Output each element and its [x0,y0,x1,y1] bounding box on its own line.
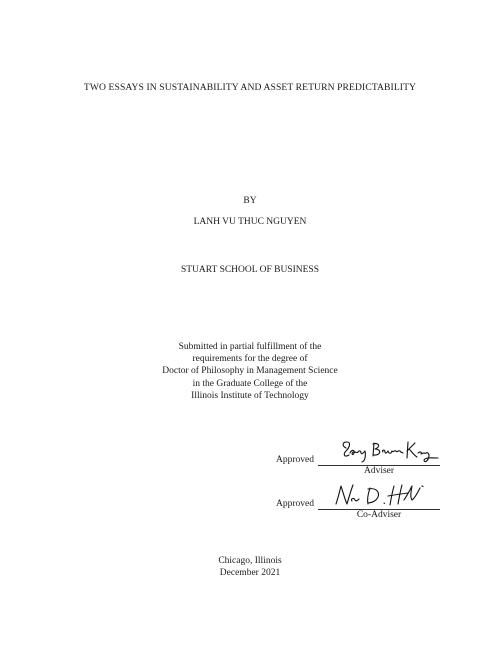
location: Chicago, Illinois [218,556,282,566]
adviser-label: Adviser [363,466,395,476]
by-label: BY [243,196,257,206]
submission-line: Submitted in partial fulfillment of the [178,342,322,352]
co-adviser-label: Co-Adviser [356,510,402,520]
place-and-date [0,555,500,579]
co-adviser-signature [324,482,436,512]
approved-label: Approved [276,455,314,465]
school-name: STUART SCHOOL OF BUSINESS [180,265,319,275]
approved-label: Approved [276,499,314,509]
adviser-signature [340,438,440,468]
thesis-title: TWO ESSAYS IN SUSTAINABILITY AND ASSET RETURN PREDICTABILITY [83,82,417,93]
author-name: LANH VU THUC NGUYEN [193,217,307,227]
submission-statement [0,341,500,402]
submission-line: Doctor of Philosophy in Management Science [162,366,338,377]
co-adviser-approval [276,484,446,520]
submission-line: Illinois Institute of Technology [191,390,309,401]
submission-line: in the Graduate College of the [192,378,308,389]
adviser-approval [276,440,446,476]
submission-line: requirements for the degree of [192,354,308,365]
date: December 2021 [219,568,281,578]
